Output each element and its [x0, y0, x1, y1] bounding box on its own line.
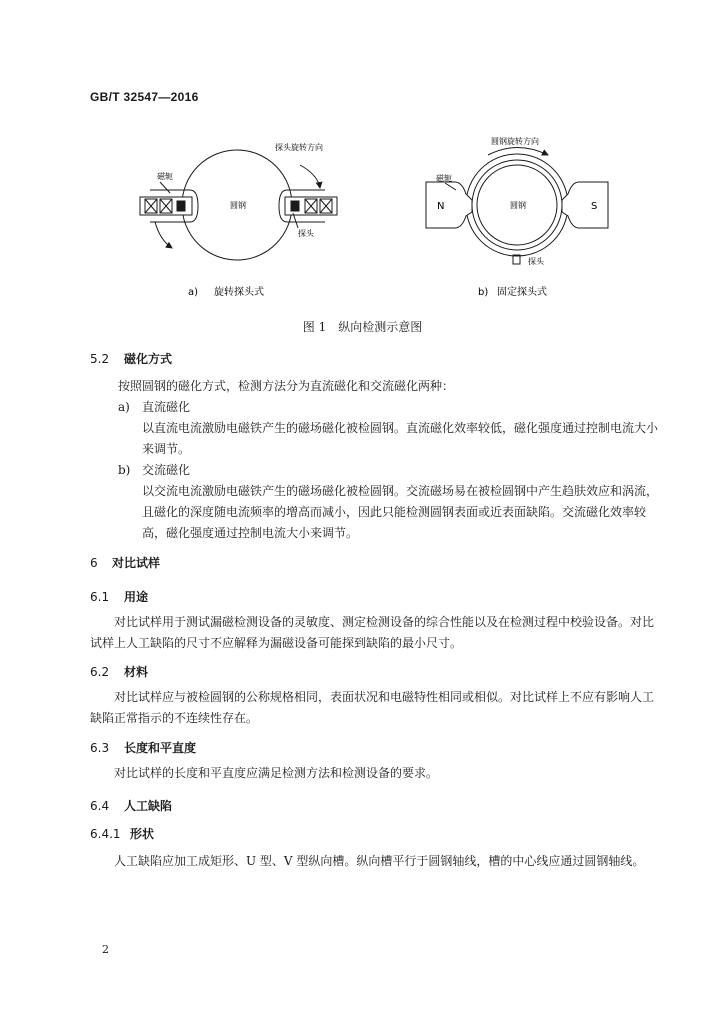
section-number: 5.2 — [90, 352, 110, 366]
item-b-text: 以交流电流激励电磁铁产生的磁场磁化被检圆钢。交流磁场易在被检圆钢中产生趋肤效应和涡流，且磁化的深度随电流频率的增高而减小，因此只能检测圆钢表面或近表面缺陷。交流磁化效率较高，磁化强度通过控制电流大小来调节。 — [142, 484, 659, 540]
page-number: 2 — [102, 943, 109, 956]
label-probe-left: 探头 — [298, 229, 314, 238]
section-number: 6.3 — [90, 741, 110, 755]
label-pole-n: N — [437, 201, 445, 212]
label-pole-s: S — [591, 201, 598, 212]
rotation-arrow-lower — [155, 222, 172, 248]
rotation-arrow-upper — [300, 165, 320, 188]
figure-1-diagram — [0, 120, 725, 310]
caption-b-text: 固定探头式 — [497, 287, 547, 298]
heading-6-3 — [90, 739, 196, 756]
paragraph-6-4-1: 人工缺陷应加工成矩形、U 型、V 型纵向槽。纵向槽平行于圆钢轴线，槽的中心线应通过圆钢轴线。 — [114, 854, 645, 868]
heading-6-2 — [90, 663, 148, 680]
section-title: 形状 — [130, 827, 155, 841]
pole-s-body — [562, 182, 608, 228]
item-a-title: 直流磁化 — [142, 400, 191, 414]
section-title: 磁化方式 — [124, 352, 173, 366]
caption-a-label: a) — [188, 287, 199, 298]
section-title: 长度和平直度 — [124, 741, 197, 755]
heading-6-1 — [90, 588, 148, 605]
heading-5-2 — [90, 350, 172, 367]
section-number: 6.2 — [90, 665, 110, 679]
section-number: 6.4 — [90, 799, 110, 813]
item-b-label: b) — [118, 463, 131, 477]
label-probe-rotation-direction: 探头旋转方向 — [275, 143, 323, 152]
item-a-text: 以直流电流激励电磁铁产生的磁场磁化被检圆钢。直流磁化效率较低，磁化强度通过控制电流大小来调节。 — [142, 421, 659, 456]
caption-b-label: b) — [478, 287, 489, 298]
heading-6-4-1 — [90, 825, 154, 842]
right-yoke — [279, 190, 337, 222]
item-a-label: a) — [118, 400, 130, 414]
paragraph-6-2: 对比试样应与被检圆钢的公称规格相同，表面状况和电磁特性相同或相似。对比试样上不应有影响人工缺陷正常指示的不连续性存在。 — [90, 690, 655, 725]
section-number: 6.1 — [90, 590, 110, 604]
section-title: 对比试样 — [112, 556, 161, 570]
heading-6-4 — [90, 797, 172, 814]
section-title: 人工缺陷 — [124, 799, 173, 813]
label-bar-right: 圆钢 — [510, 201, 526, 210]
paragraph-6-1: 对比试样用于测试漏磁检测设备的灵敏度、测定检测设备的综合性能以及在检测过程中校验设备。对比试样上人工缺陷的尺寸不应解释为漏磁设备可能探到缺陷的最小尺寸。 — [90, 615, 655, 650]
paragraph-6-3: 对比试样的长度和平直度应满足检测方法和检测设备的要求。 — [114, 766, 439, 780]
caption-a-text: 旋转探头式 — [214, 287, 264, 298]
label-bar-rotation-direction: 圆钢旋转方向 — [491, 137, 539, 146]
section-title: 用途 — [124, 590, 149, 604]
label-yoke-left: 磁轭 — [157, 172, 173, 181]
label-bar-left: 圆钢 — [230, 201, 246, 210]
section-title: 材料 — [124, 665, 149, 679]
heading-6 — [90, 554, 160, 571]
left-yoke — [140, 190, 198, 222]
standard-header: GB/T 32547—2016 — [90, 90, 199, 104]
figure-title: 图 1 纵向检测示意图 — [302, 320, 423, 334]
paragraph-5-2-intro: 按照圆钢的磁化方式，检测方法分为直流磁化和交流磁化两种： — [118, 379, 455, 393]
section-number: 6 — [90, 556, 98, 570]
item-b-title: 交流磁化 — [142, 463, 191, 477]
section-number: 6.4.1 — [90, 827, 121, 841]
pole-n-body — [426, 182, 472, 228]
label-probe-right: 探头 — [528, 257, 544, 266]
label-yoke-right: 磁轭 — [436, 174, 452, 183]
